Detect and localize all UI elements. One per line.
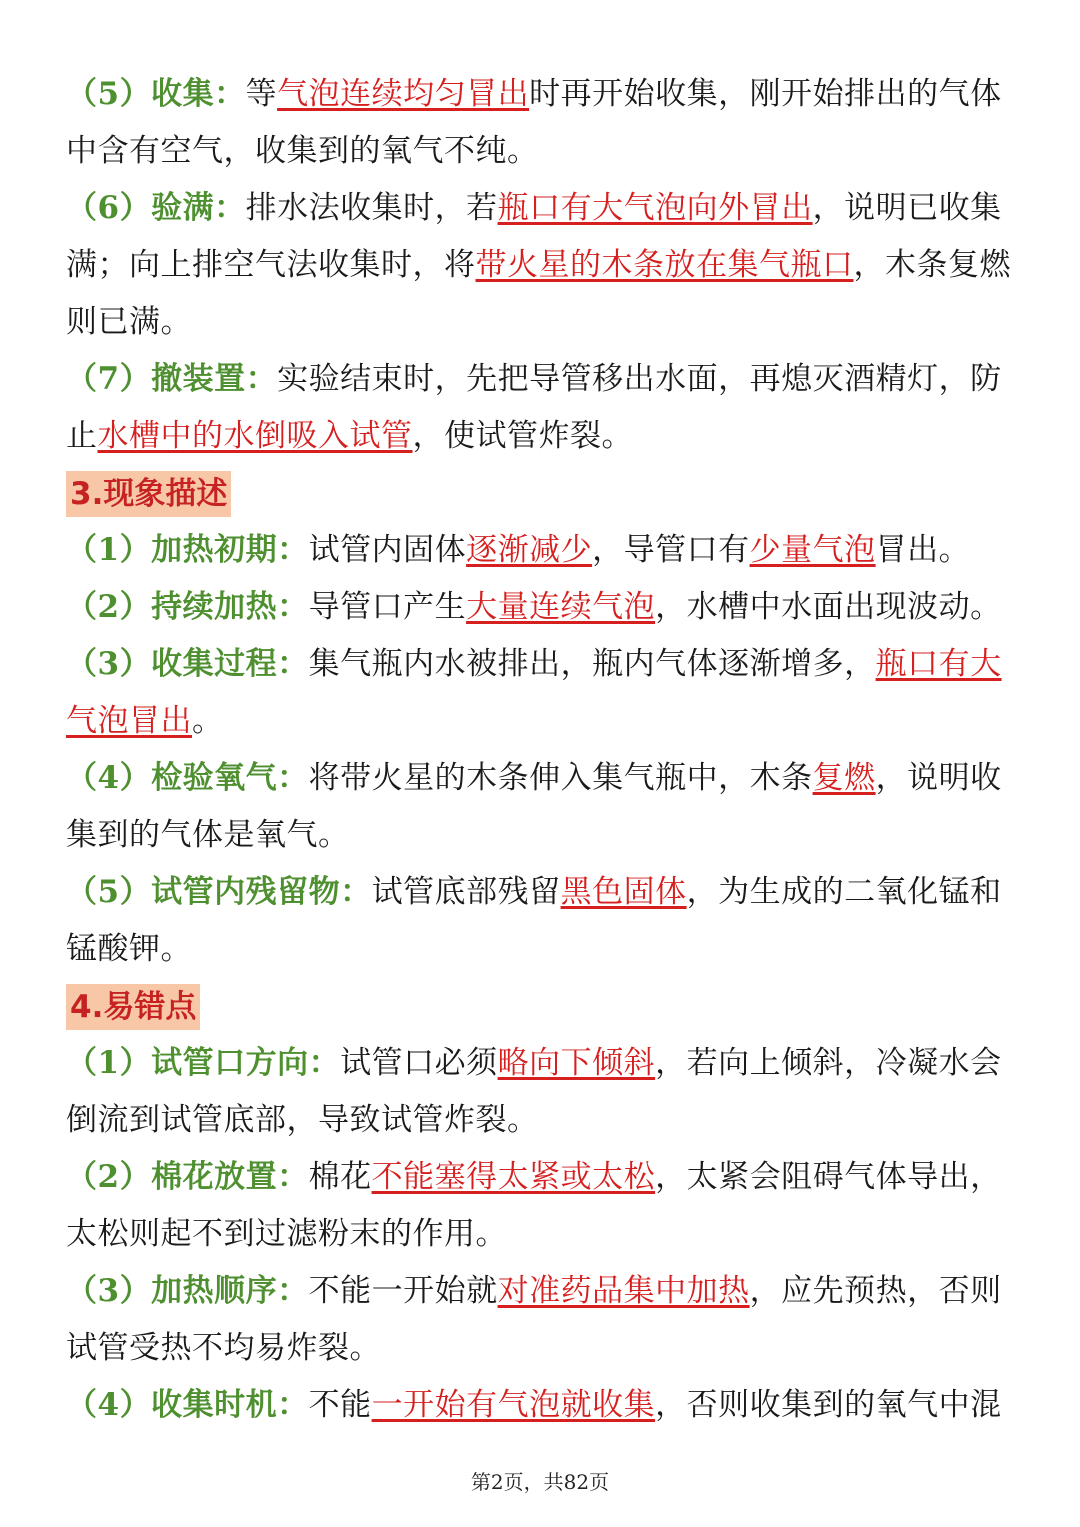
paragraph: [66, 1377, 1016, 1434]
body-text: 试管口必须: [340, 1045, 498, 1081]
body-text: 不能一开始就: [308, 1273, 498, 1309]
item-label: （4）检验氧气：: [66, 760, 309, 796]
paragraph: [66, 636, 1016, 750]
key-phrase: 逐渐减少: [466, 532, 593, 568]
paragraph: [66, 750, 1016, 864]
body-text: 试管内固体: [308, 532, 467, 568]
paragraph: [66, 180, 1016, 351]
item-label: （1）加热初期：: [66, 532, 309, 568]
body-text: ，应先预热，否则试管受热不均易炸裂。: [66, 1273, 1002, 1366]
document-body: [66, 66, 1016, 1434]
item-label: （2）持续加热：: [66, 589, 309, 625]
body-text: ，说明收集到的气体是氧气。: [66, 760, 1002, 853]
key-phrase: 对准药品集中加热: [497, 1273, 750, 1309]
section-heading-row: [66, 465, 1016, 522]
body-text: 时再开始收集，刚开始排出的气体中含有空气，收集到的氧气不纯。: [66, 76, 1002, 169]
key-phrase: 一开始有气泡就收集: [371, 1387, 656, 1423]
page-footer: 第2页，共82页: [470, 1470, 610, 1494]
paragraph: [66, 66, 1016, 180]
body-text: ，说明已收集满；向上排空气法收集时，将: [66, 190, 1002, 283]
item-label: （5）试管内残留物：: [66, 874, 372, 910]
section-heading: 4.易错点: [66, 984, 200, 1030]
paragraph: [66, 864, 1016, 978]
body-text: 试管底部残留: [371, 874, 561, 910]
key-phrase: 少量气泡: [749, 532, 876, 568]
key-phrase: 复燃: [812, 760, 876, 796]
key-phrase: 气泡连续均匀冒出: [277, 76, 530, 112]
body-text: 实验结束时，先把导管移出水面，再熄灭酒精灯，防止: [66, 361, 1002, 454]
paragraph: [66, 351, 1016, 465]
body-text: ，木条复燃则已满。: [66, 247, 1011, 340]
body-text: ，否则收集到的氧气中混: [655, 1387, 1002, 1423]
body-text: 集气瓶内水被排出，瓶内气体逐渐增多，: [308, 646, 876, 682]
item-label: （4）收集时机：: [66, 1387, 309, 1423]
key-phrase: 不能塞得太紧或太松: [371, 1159, 656, 1195]
item-label: （3）收集过程：: [66, 646, 309, 682]
body-text: 不能: [308, 1387, 372, 1423]
item-label: （1）试管口方向：: [66, 1045, 341, 1081]
body-text: 等: [245, 76, 278, 112]
key-phrase: 略向下倾斜: [497, 1045, 656, 1081]
paragraph: [66, 1263, 1016, 1377]
key-phrase: 带火星的木条放在集气瓶口: [475, 247, 854, 283]
body-text: 导管口产生: [308, 589, 467, 625]
key-phrase: 水槽中的水倒吸入试管: [97, 418, 413, 454]
key-phrase: 黑色固体: [560, 874, 687, 910]
paragraph: [66, 522, 1016, 579]
body-text: ，使试管炸裂。: [412, 418, 633, 454]
paragraph: [66, 1035, 1016, 1149]
body-text: 。: [192, 703, 224, 739]
key-phrase: 大量连续气泡: [466, 589, 656, 625]
body-text: ，导管口有: [592, 532, 750, 568]
section-heading: 3.现象描述: [66, 471, 231, 517]
body-text: ，太紧会阻碍气体导出，太松则起不到过滤粉末的作用。: [66, 1159, 1002, 1252]
body-text: 棉花: [308, 1159, 372, 1195]
section-heading-row: [66, 978, 1016, 1035]
body-text: ，若向上倾斜，冷凝水会倒流到试管底部，导致试管炸裂。: [66, 1045, 1002, 1138]
item-label: （5）收集：: [66, 76, 246, 112]
body-text: 将带火星的木条伸入集气瓶中，木条: [308, 760, 813, 796]
body-text: 排水法收集时，若: [245, 190, 498, 226]
key-phrase: 瓶口有大气泡冒出: [66, 646, 1002, 739]
paragraph: [66, 1149, 1016, 1263]
paragraph: [66, 579, 1016, 636]
key-phrase: 瓶口有大气泡向外冒出: [497, 190, 813, 226]
item-label: （2）棉花放置：: [66, 1159, 309, 1195]
item-label: （3）加热顺序：: [66, 1273, 309, 1309]
body-text: ，为生成的二氧化锰和锰酸钾。: [66, 874, 1002, 967]
body-text: 冒出。: [875, 532, 971, 568]
item-label: （6）验满：: [66, 190, 246, 226]
body-text: ，水槽中水面出现波动。: [655, 589, 1002, 625]
item-label: （7）撤装置：: [66, 361, 278, 397]
